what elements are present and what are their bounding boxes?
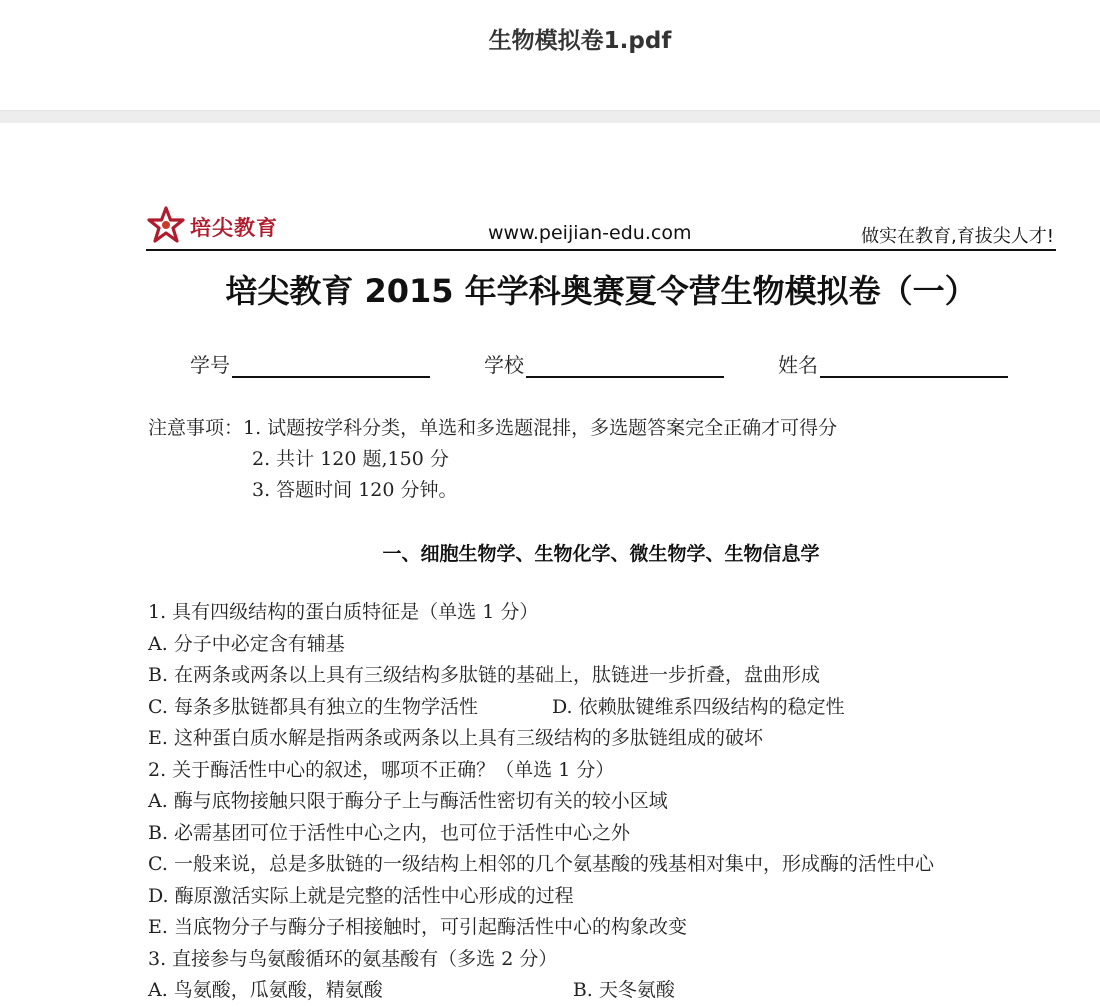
option-line: E. 这种蛋白质水解是指两条或两条以上具有三级结构的多肽链组成的破坏 bbox=[148, 727, 763, 749]
option-line: B. 必需基团可位于活性中心之内，也可位于活性中心之外 bbox=[148, 821, 631, 844]
instructions-label: 注意事项： bbox=[148, 417, 244, 439]
document-title: 培尖教育 2015 年学科奥赛夏令营生物模拟卷（一） bbox=[225, 272, 977, 310]
field-label: 姓名 bbox=[778, 353, 818, 377]
option-line: A. 分子中必定含有辅基 bbox=[148, 632, 345, 655]
option-line bbox=[148, 975, 1068, 1007]
section-heading: 一、细胞生物学、生物化学、微生物学、生物信息学 bbox=[382, 543, 820, 565]
field-label: 学号 bbox=[190, 353, 230, 377]
question-stem: 2. 关于酶活性中心的叙述，哪项不正确？（单选 1 分） bbox=[148, 758, 615, 781]
slogan-text: 做实在教育,育拔尖人才! bbox=[861, 226, 1054, 247]
option-c: C. 每条多肽链都具有独立的生物学活性 bbox=[148, 695, 478, 718]
field-label: 学校 bbox=[484, 353, 524, 377]
question-list bbox=[148, 597, 1068, 1007]
instruction-item: 3. 答题时间 120 分钟。 bbox=[252, 479, 458, 501]
instruction-item: 2. 共计 120 题,150 分 bbox=[252, 448, 449, 470]
option-line: A. 酶与底物接触只限于酶分子上与酶活性密切有关的较小区域 bbox=[148, 790, 668, 812]
instruction-item: 1. 试题按学科分类，单选和多选题混排，多选题答案完全正确才可得分 bbox=[243, 417, 838, 439]
file-title: 生物模拟卷1.pdf bbox=[488, 28, 672, 54]
website-text: www.peijian-edu.com bbox=[488, 222, 692, 244]
student-id-field bbox=[190, 349, 430, 378]
blank-line bbox=[232, 352, 430, 378]
option-line: E. 当底物分子与酶分子相接触时，可引起酶活性中心的构象改变 bbox=[148, 916, 687, 938]
option-line: C. 一般来说，总是多肽链的一级结构上相邻的几个氨基酸的残基相对集中，形成酶的活性中心 bbox=[148, 853, 934, 875]
school-field bbox=[484, 349, 724, 378]
toolbar-divider bbox=[0, 110, 1100, 124]
option-line: B. 在两条或两条以上具有三级结构多肽链的基础上，肽链进一步折叠，盘曲形成 bbox=[148, 664, 821, 686]
option-d: D. 依赖肽键维系四级结构的稳定性 bbox=[551, 695, 845, 718]
option-a: A. 鸟氨酸，瓜氨酸，精氨酸 bbox=[148, 979, 383, 1001]
header-rule bbox=[146, 249, 1056, 251]
option-line bbox=[148, 692, 1068, 724]
question-stem: 3. 直接参与鸟氨酸循环的氨基酸有（多选 2 分） bbox=[148, 947, 558, 970]
pdf-page bbox=[0, 123, 1100, 1001]
instructions bbox=[148, 413, 837, 506]
blank-line bbox=[526, 352, 724, 378]
name-field bbox=[778, 349, 1008, 378]
instruction-row bbox=[148, 413, 837, 444]
star-logo-icon bbox=[146, 206, 186, 244]
blank-line bbox=[820, 352, 1008, 378]
logo-text: 培尖教育 bbox=[190, 216, 278, 240]
option-b: B. 天冬氨酸 bbox=[572, 979, 675, 1001]
viewer-titlebar bbox=[0, 0, 1100, 110]
question-stem: 1. 具有四级结构的蛋白质特征是（单选 1 分） bbox=[148, 601, 539, 623]
option-line: D. 酶原激活实际上就是完整的活性中心形成的过程 bbox=[148, 884, 574, 907]
brand-logo bbox=[146, 206, 286, 244]
